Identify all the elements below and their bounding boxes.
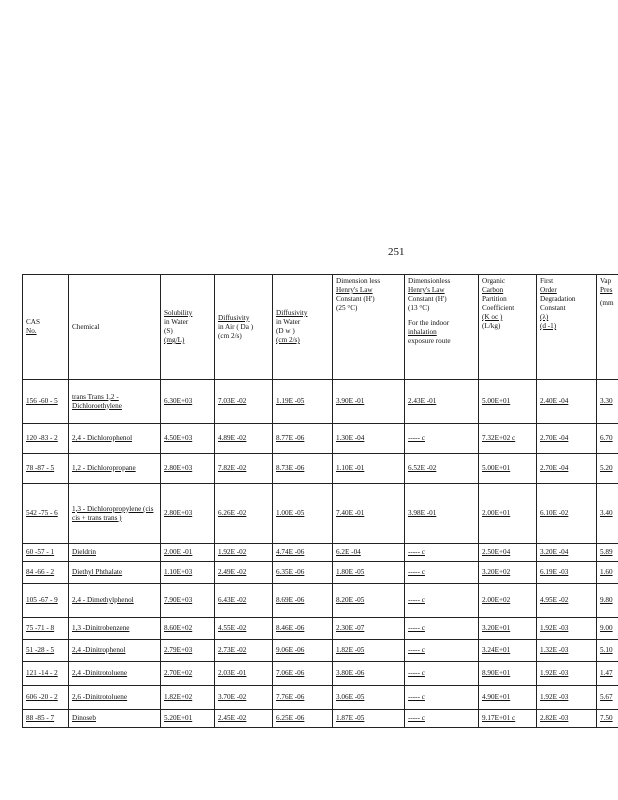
cell-value: 1,3 - Dichloropropylene (cis cis + trans trans ) xyxy=(72,504,154,522)
cell-value: ----- c xyxy=(408,434,425,442)
header-cas: CAS No. xyxy=(23,275,69,380)
cell-value: 8.77E -06 xyxy=(276,434,305,442)
cell-value: 1.92E -03 xyxy=(540,693,569,701)
cell-chem xyxy=(69,454,161,484)
cell-value: 6.25E -06 xyxy=(276,714,305,722)
cell-dw xyxy=(273,484,333,544)
cell-h13 xyxy=(405,424,479,454)
cell-dair xyxy=(215,424,273,454)
cell-value: 5.00E+01 xyxy=(482,464,511,472)
cell-value: 5.10 xyxy=(600,646,613,654)
cell-value: 1.80E -05 xyxy=(336,568,365,576)
cell-vp xyxy=(597,710,618,728)
header-chemical: Chemical xyxy=(69,275,161,380)
cell-value: 8.20E -05 xyxy=(336,596,365,604)
table-row xyxy=(23,584,618,618)
cell-value: 9.00 xyxy=(600,624,613,632)
cell-chem xyxy=(69,380,161,424)
cell-value: 2.40E -04 xyxy=(540,397,569,405)
header-solubility: Solubility in Water (S) (mg/L) xyxy=(161,275,215,380)
cell-value: 2,4 - Dichlorophenol xyxy=(72,434,133,442)
cell-value: 1.19E -05 xyxy=(276,397,305,405)
cell-value: 6.52E -02 xyxy=(408,464,437,472)
cell-dair xyxy=(215,484,273,544)
cell-value: 2.43E -01 xyxy=(408,397,437,405)
cell-koc xyxy=(479,686,537,710)
cell-value: 7.90E+03 xyxy=(164,596,193,604)
cell-cas xyxy=(23,562,69,584)
cell-value: 542 -75 - 6 xyxy=(26,509,58,517)
cell-deg xyxy=(537,380,597,424)
cell-cas xyxy=(23,544,69,562)
cell-koc xyxy=(479,424,537,454)
cell-value: 84 -66 - 2 xyxy=(26,568,55,576)
cell-sol xyxy=(161,380,215,424)
table-body xyxy=(23,380,618,728)
cell-value: 2.49E -02 xyxy=(218,568,247,576)
cell-vp xyxy=(597,562,618,584)
cell-h25 xyxy=(333,424,405,454)
cell-koc xyxy=(479,640,537,662)
cell-sol xyxy=(161,710,215,728)
cell-sol xyxy=(161,562,215,584)
cell-value: 9.06E -06 xyxy=(276,646,305,654)
cell-value: 2,4 -Dinitrotoluene xyxy=(72,669,128,677)
chemical-properties-table xyxy=(22,274,618,728)
cell-dair xyxy=(215,710,273,728)
cell-sol xyxy=(161,454,215,484)
cell-cas xyxy=(23,686,69,710)
cell-value: 1.87E -05 xyxy=(336,714,365,722)
cell-dw xyxy=(273,584,333,618)
cell-deg xyxy=(537,710,597,728)
cell-value: 2,4 -Dinitrophenol xyxy=(72,646,126,654)
cell-koc xyxy=(479,454,537,484)
cell-dw xyxy=(273,686,333,710)
cell-value: 1.82E+02 xyxy=(164,693,193,701)
cell-koc xyxy=(479,484,537,544)
cell-dair xyxy=(215,544,273,562)
cell-value: 7.50 xyxy=(600,714,613,722)
cell-h25 xyxy=(333,380,405,424)
cell-value: 75 -71 - 8 xyxy=(26,624,55,632)
cell-chem xyxy=(69,710,161,728)
cell-value: ----- c xyxy=(408,624,425,632)
cell-value: 7.76E -06 xyxy=(276,693,305,701)
cell-deg xyxy=(537,484,597,544)
cell-h25 xyxy=(333,710,405,728)
cell-value: 60 -57 - 1 xyxy=(26,548,55,556)
table-row xyxy=(23,710,618,728)
cell-value: 2.50E+04 xyxy=(482,548,511,556)
cell-cas xyxy=(23,380,69,424)
cell-sol xyxy=(161,640,215,662)
cell-value: 4.95E -02 xyxy=(540,596,569,604)
cell-h25 xyxy=(333,454,405,484)
cell-h13 xyxy=(405,584,479,618)
cell-value: 1,2 - Dichloropropane xyxy=(72,464,136,472)
cell-value: 2.80E+03 xyxy=(164,464,193,472)
cell-value: 2.82E -03 xyxy=(540,714,569,722)
cell-deg xyxy=(537,544,597,562)
cell-h13 xyxy=(405,380,479,424)
cell-koc xyxy=(479,380,537,424)
cell-chem xyxy=(69,484,161,544)
cell-chem xyxy=(69,640,161,662)
header-henry-25c: Dimension less Henry's Law Constant (H') (25 °C) xyxy=(333,275,405,380)
cell-value: ----- c xyxy=(408,646,425,654)
cell-chem xyxy=(69,618,161,640)
cell-value: 7.06E -06 xyxy=(276,669,305,677)
cell-value: 78 -87 - 5 xyxy=(26,464,55,472)
cell-koc xyxy=(479,662,537,686)
cell-value: 2,4 - Dimethylphenol xyxy=(72,596,134,604)
cell-value: 3.98E -01 xyxy=(408,509,437,517)
cell-value: 1.60 xyxy=(600,568,613,576)
cell-value: 7.03E -02 xyxy=(218,397,247,405)
cell-value: 2.00E+01 xyxy=(482,509,511,517)
cell-sol xyxy=(161,584,215,618)
cell-value: 2.70E -04 xyxy=(540,464,569,472)
cell-h25 xyxy=(333,618,405,640)
cell-value: 2.03E -01 xyxy=(218,669,247,677)
cell-value: 8.90E+01 xyxy=(482,669,511,677)
cell-dair xyxy=(215,584,273,618)
cell-value: 1.32E -03 xyxy=(540,646,569,654)
cell-value: 6.2E -04 xyxy=(336,548,361,556)
cell-h13 xyxy=(405,640,479,662)
cell-dw xyxy=(273,662,333,686)
cell-h25 xyxy=(333,544,405,562)
header-diffusivity-air: Diffusivity in Air ( Da ) (cm 2/s) xyxy=(215,275,273,380)
cell-value: 5.20 xyxy=(600,464,613,472)
cell-value: 1.92E -02 xyxy=(218,548,247,556)
cell-value: 1.92E -03 xyxy=(540,624,569,632)
cell-dair xyxy=(215,662,273,686)
cell-sol xyxy=(161,686,215,710)
cell-dw xyxy=(273,454,333,484)
cell-deg xyxy=(537,662,597,686)
cell-value: 2.45E -02 xyxy=(218,714,247,722)
cell-h13 xyxy=(405,454,479,484)
cell-vp xyxy=(597,584,618,618)
cell-value: 7.40E -01 xyxy=(336,509,365,517)
table-row xyxy=(23,640,618,662)
cell-deg xyxy=(537,424,597,454)
cell-value: 8.69E -06 xyxy=(276,596,305,604)
cell-vp xyxy=(597,484,618,544)
cell-value: 5.00E+01 xyxy=(482,397,511,405)
table-row xyxy=(23,484,618,544)
cell-value: 2.00E -01 xyxy=(164,548,193,556)
cell-value: 1,3 -Dinitrobenzene xyxy=(72,624,130,632)
cell-dw xyxy=(273,544,333,562)
cell-vp xyxy=(597,618,618,640)
cell-vp xyxy=(597,662,618,686)
cell-value: 6.26E -02 xyxy=(218,509,247,517)
cell-value: 156 -60 - 5 xyxy=(26,397,58,405)
cell-value: 4.89E -02 xyxy=(218,434,247,442)
cell-dw xyxy=(273,640,333,662)
cell-value: 9.17E+01 c xyxy=(482,714,516,722)
cell-value: Dinoseb xyxy=(72,714,96,722)
cell-value: 4.55E -02 xyxy=(218,624,247,632)
cell-vp xyxy=(597,424,618,454)
cell-value: 2,6 -Dinitrotoluene xyxy=(72,693,128,701)
cell-deg xyxy=(537,562,597,584)
cell-dw xyxy=(273,710,333,728)
cell-value: 2.79E+03 xyxy=(164,646,193,654)
cell-value: 6.43E -02 xyxy=(218,596,247,604)
cell-value: 1.82E -05 xyxy=(336,646,365,654)
cell-value: 1.30E -04 xyxy=(336,434,365,442)
cell-value: 5.89 xyxy=(600,548,613,556)
cell-koc xyxy=(479,562,537,584)
cell-value: 2.73E -02 xyxy=(218,646,247,654)
table-row xyxy=(23,618,618,640)
cell-value: 3.90E -01 xyxy=(336,397,365,405)
cell-value: 121 -14 - 2 xyxy=(26,669,58,677)
header-degradation: First Order Degradation Constant (λ) (d -1) xyxy=(537,275,597,380)
header-diffusivity-water: Diffusivity in Water (D w ) (cm 2/s) xyxy=(273,275,333,380)
cell-value: 606 -20 - 2 xyxy=(26,693,58,701)
cell-value: 120 -83 - 2 xyxy=(26,434,58,442)
cell-vp xyxy=(597,454,618,484)
cell-value: ----- c xyxy=(408,596,425,604)
table-row xyxy=(23,424,618,454)
cell-deg xyxy=(537,686,597,710)
cell-value: 3.20E+01 xyxy=(482,624,511,632)
cell-chem xyxy=(69,544,161,562)
table-row xyxy=(23,544,618,562)
cell-value: trans Trans 1,2 - Dichloroethylene xyxy=(72,392,122,410)
cell-sol xyxy=(161,618,215,640)
cell-value: 8.60E+02 xyxy=(164,624,193,632)
cell-value: 9.80 xyxy=(600,596,613,604)
cell-h13 xyxy=(405,710,479,728)
table-row xyxy=(23,380,618,424)
cell-value: 8.46E -06 xyxy=(276,624,305,632)
cell-cas xyxy=(23,710,69,728)
cell-cas xyxy=(23,484,69,544)
cell-value: ----- c xyxy=(408,714,425,722)
header-vapor-pressure: Vap Pres (mm xyxy=(597,275,618,380)
cell-dair xyxy=(215,454,273,484)
cell-value: 3.20E+02 xyxy=(482,568,511,576)
table-header-row xyxy=(23,275,618,380)
cell-cas xyxy=(23,662,69,686)
cell-cas xyxy=(23,584,69,618)
cell-koc xyxy=(479,710,537,728)
cell-value: 6.10E -02 xyxy=(540,509,569,517)
cell-value: 1.00E -05 xyxy=(276,509,305,517)
cell-h13 xyxy=(405,662,479,686)
cell-h13 xyxy=(405,544,479,562)
cell-value: 2.70E+02 xyxy=(164,669,193,677)
cell-value: 7.82E -02 xyxy=(218,464,247,472)
cell-value: 3.24E+01 xyxy=(482,646,511,654)
cell-vp xyxy=(597,640,618,662)
cell-koc xyxy=(479,618,537,640)
cell-value: 105 -67 - 9 xyxy=(26,596,58,604)
cell-h25 xyxy=(333,562,405,584)
cell-value: 3.30 xyxy=(600,397,613,405)
cell-value: ----- c xyxy=(408,693,425,701)
cell-value: 5.67 xyxy=(600,693,613,701)
cell-value: 6.19E -03 xyxy=(540,568,569,576)
cell-value: 3.06E -05 xyxy=(336,693,365,701)
cell-value: 3.80E -06 xyxy=(336,669,365,677)
table-row xyxy=(23,562,618,584)
cell-value: 1.92E -03 xyxy=(540,669,569,677)
cell-koc xyxy=(479,544,537,562)
cell-h13 xyxy=(405,484,479,544)
cell-koc xyxy=(479,584,537,618)
cell-dw xyxy=(273,618,333,640)
cell-h25 xyxy=(333,662,405,686)
cell-h25 xyxy=(333,686,405,710)
cell-value: ----- c xyxy=(408,548,425,556)
cell-dair xyxy=(215,562,273,584)
cell-value: 7.32E+02 c xyxy=(482,434,516,442)
cell-chem xyxy=(69,662,161,686)
table-row xyxy=(23,454,618,484)
cell-dair xyxy=(215,686,273,710)
cell-h25 xyxy=(333,484,405,544)
cell-value: 3.40 xyxy=(600,509,613,517)
cell-h13 xyxy=(405,618,479,640)
cell-value: Dieldrin xyxy=(72,548,96,556)
cell-value: 6.30E+03 xyxy=(164,397,193,405)
cell-chem xyxy=(69,562,161,584)
table-row xyxy=(23,662,618,686)
cell-dair xyxy=(215,640,273,662)
cell-sol xyxy=(161,544,215,562)
cell-h13 xyxy=(405,686,479,710)
cell-value: 4.74E -06 xyxy=(276,548,305,556)
table-row xyxy=(23,686,618,710)
cell-value: 4.90E+01 xyxy=(482,693,511,701)
cell-cas xyxy=(23,454,69,484)
cell-value: 3.70E -02 xyxy=(218,693,247,701)
cell-value: 1.47 xyxy=(600,669,613,677)
cell-deg xyxy=(537,454,597,484)
page-number: 251 xyxy=(388,246,405,258)
header-henry-13c: Dimensionless Henry's Law Constant (H') (13 °C) For the indoor inhalation exposure route xyxy=(405,275,479,380)
cell-deg xyxy=(537,640,597,662)
cell-value: 2.70E -04 xyxy=(540,434,569,442)
cell-value: 1.10E -01 xyxy=(336,464,365,472)
cell-h25 xyxy=(333,584,405,618)
cell-vp xyxy=(597,544,618,562)
cell-sol xyxy=(161,424,215,454)
cell-value: 3.20E -04 xyxy=(540,548,569,556)
cell-value: 51 -28 - 5 xyxy=(26,646,55,654)
cell-dw xyxy=(273,424,333,454)
cell-chem xyxy=(69,424,161,454)
cell-deg xyxy=(537,618,597,640)
cell-value: 88 -85 - 7 xyxy=(26,714,55,722)
cell-chem xyxy=(69,584,161,618)
cell-sol xyxy=(161,484,215,544)
cell-dair xyxy=(215,618,273,640)
cell-dair xyxy=(215,380,273,424)
cell-sol xyxy=(161,662,215,686)
cell-chem xyxy=(69,686,161,710)
cell-dw xyxy=(273,380,333,424)
cell-value: 5.20E+01 xyxy=(164,714,193,722)
cell-value: 8.73E -06 xyxy=(276,464,305,472)
header-koc: Organic Carbon Partition Coefficient (K oc ) (L/kg) xyxy=(479,275,537,380)
cell-cas xyxy=(23,618,69,640)
cell-value: 2.30E -07 xyxy=(336,624,365,632)
cell-deg xyxy=(537,584,597,618)
cell-value: ----- c xyxy=(408,669,425,677)
cell-dw xyxy=(273,562,333,584)
cell-value: ----- c xyxy=(408,568,425,576)
cell-h25 xyxy=(333,640,405,662)
cell-value: 2.80E+03 xyxy=(164,509,193,517)
cell-vp xyxy=(597,380,618,424)
cell-value: 2.00E+02 xyxy=(482,596,511,604)
cell-value: 6.35E -06 xyxy=(276,568,305,576)
cell-value: 1.10E+03 xyxy=(164,568,193,576)
cell-value: Diethyl Phthalate xyxy=(72,568,123,576)
cell-value: 4.50E+03 xyxy=(164,434,193,442)
cell-cas xyxy=(23,424,69,454)
cell-cas xyxy=(23,640,69,662)
cell-vp xyxy=(597,686,618,710)
cell-h13 xyxy=(405,562,479,584)
cell-value: 6.70 xyxy=(600,434,613,442)
